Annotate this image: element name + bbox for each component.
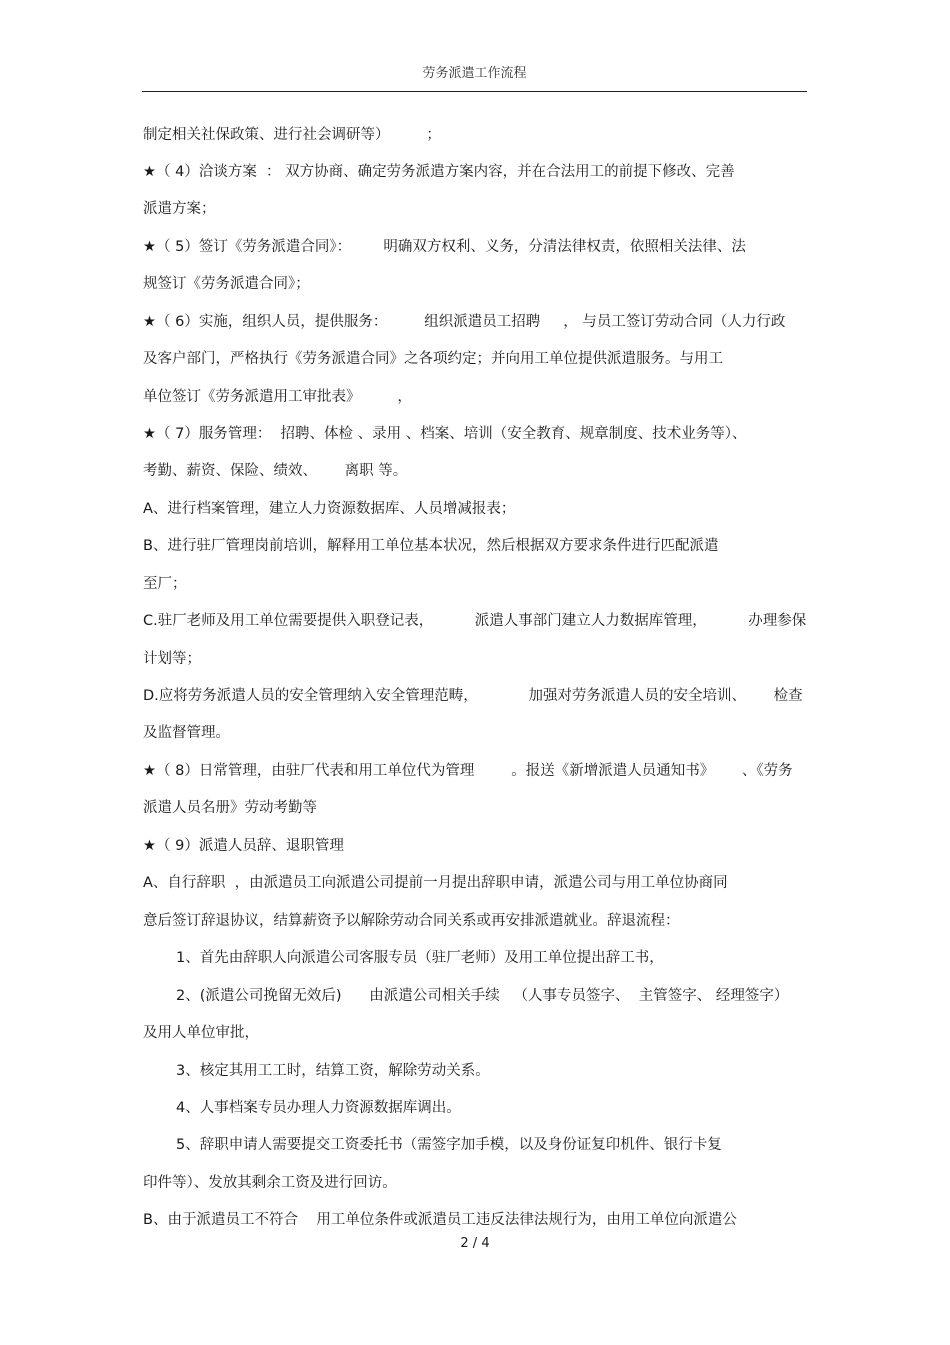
text-line: 至厂； bbox=[143, 576, 187, 592]
text-line: A、自行辞职 ，由派遣员工向派遣公司提前一月提出辞职申请，派遣公司与用工单位协商同 bbox=[143, 875, 728, 891]
text-line: 制定相关社保政策、进行社会调研等） ； bbox=[143, 127, 441, 143]
text-line: B、进行驻厂管理岗前培训，解释用工单位基本状况，然后根据双方要求条件进行匹配派遣 bbox=[143, 538, 719, 554]
text-line: 5、辞职申请人需要提交工资委托书（需签字加手模，以及身份证复印机件、银行卡复 bbox=[176, 1137, 722, 1153]
text-line: ★（ 6）实施，组织人员，提供服务： 组织派遣员工招聘 ， 与员工签订劳动合同（人力行政 bbox=[143, 314, 786, 330]
text-line: A、进行档案管理，建立人力资源数据库、人员增减报表； bbox=[143, 501, 516, 517]
text-line: 意后签订辞退协议，结算薪资予以解除劳动合同关系或再安排派遣就业。辞退流程： bbox=[143, 913, 680, 929]
text-line: 及用人单位审批， bbox=[143, 1025, 259, 1041]
text-line: 3、核定其用工工时，结算工资，解除劳动关系。 bbox=[176, 1063, 490, 1079]
text-line: 印件等）、发放其剩余工资及进行回访。 bbox=[143, 1175, 397, 1191]
text-line: 计划等； bbox=[143, 651, 201, 667]
text-line: ★（ 8）日常管理，由驻厂代表和用工单位代为管理 。报送《新增派遣人员通知书》 、《劳务 bbox=[143, 763, 793, 779]
page-number: 2 / 4 bbox=[460, 1236, 490, 1251]
text-line: 2、(派遣公司挽留无效后) 由派遣公司相关手续 （人事专员签字、 主管签字、 经理签字） bbox=[176, 988, 789, 1004]
header-divider bbox=[142, 91, 807, 92]
text-line: 派遣方案； bbox=[143, 201, 216, 217]
running-header: 劳务派遣工作流程 bbox=[422, 66, 527, 81]
text-line: ★（ 9）派遣人员辞、退职管理 bbox=[143, 838, 344, 854]
text-line: 及监督管理。 bbox=[143, 725, 230, 741]
text-line: 派遣人员名册》劳动考勤等 bbox=[143, 800, 317, 816]
text-line: C.驻厂老师及用工单位需要提供入职登记表， 派遣人事部门建立人力数据库管理， 办理参保 bbox=[143, 613, 807, 629]
text-line: 规签订《劳务派遣合同》； bbox=[143, 276, 310, 292]
text-line: 考勤、薪资、保险、绩效、 离职 等。 bbox=[143, 463, 408, 479]
text-line: B、由于派遣员工不符合 用工单位条件或派遣员工违反法律法规行为，由用工单位向派遣公 bbox=[143, 1212, 737, 1228]
text-line: D.应将劳务派遣人员的安全管理纳入安全管理范畴， 加强对劳务派遣人员的安全培训、 检查 bbox=[143, 688, 803, 704]
text-line: 单位签订《劳务派遣用工审批表》 ， bbox=[143, 389, 412, 405]
text-line: ★（ 5）签订《劳务派遣合同》： 明确双方权利、义务，分清法律权责，依照相关法律、法 bbox=[143, 239, 746, 255]
text-line: 4、人事档案专员办理人力资源数据库调出。 bbox=[176, 1100, 461, 1116]
text-line: 及客户部门，严格执行《劳务派遣合同》之各项约定；并向用工单位提供派遣服务。与用工 bbox=[143, 351, 723, 367]
text-line: 1、首先由辞职人向派遣公司客服专员（驻厂老师）及用工单位提出辞工书， bbox=[176, 950, 664, 966]
text-line: ★（ 7）服务管理： 招聘、体检 、录用 、档案、培训（安全教育、规章制度、技术业务等）、 bbox=[143, 426, 747, 442]
text-line: ★（ 4）洽谈方案 ： 双方协商、确定劳务派遣方案内容，并在合法用工的前提下修改、完善 bbox=[143, 164, 735, 180]
